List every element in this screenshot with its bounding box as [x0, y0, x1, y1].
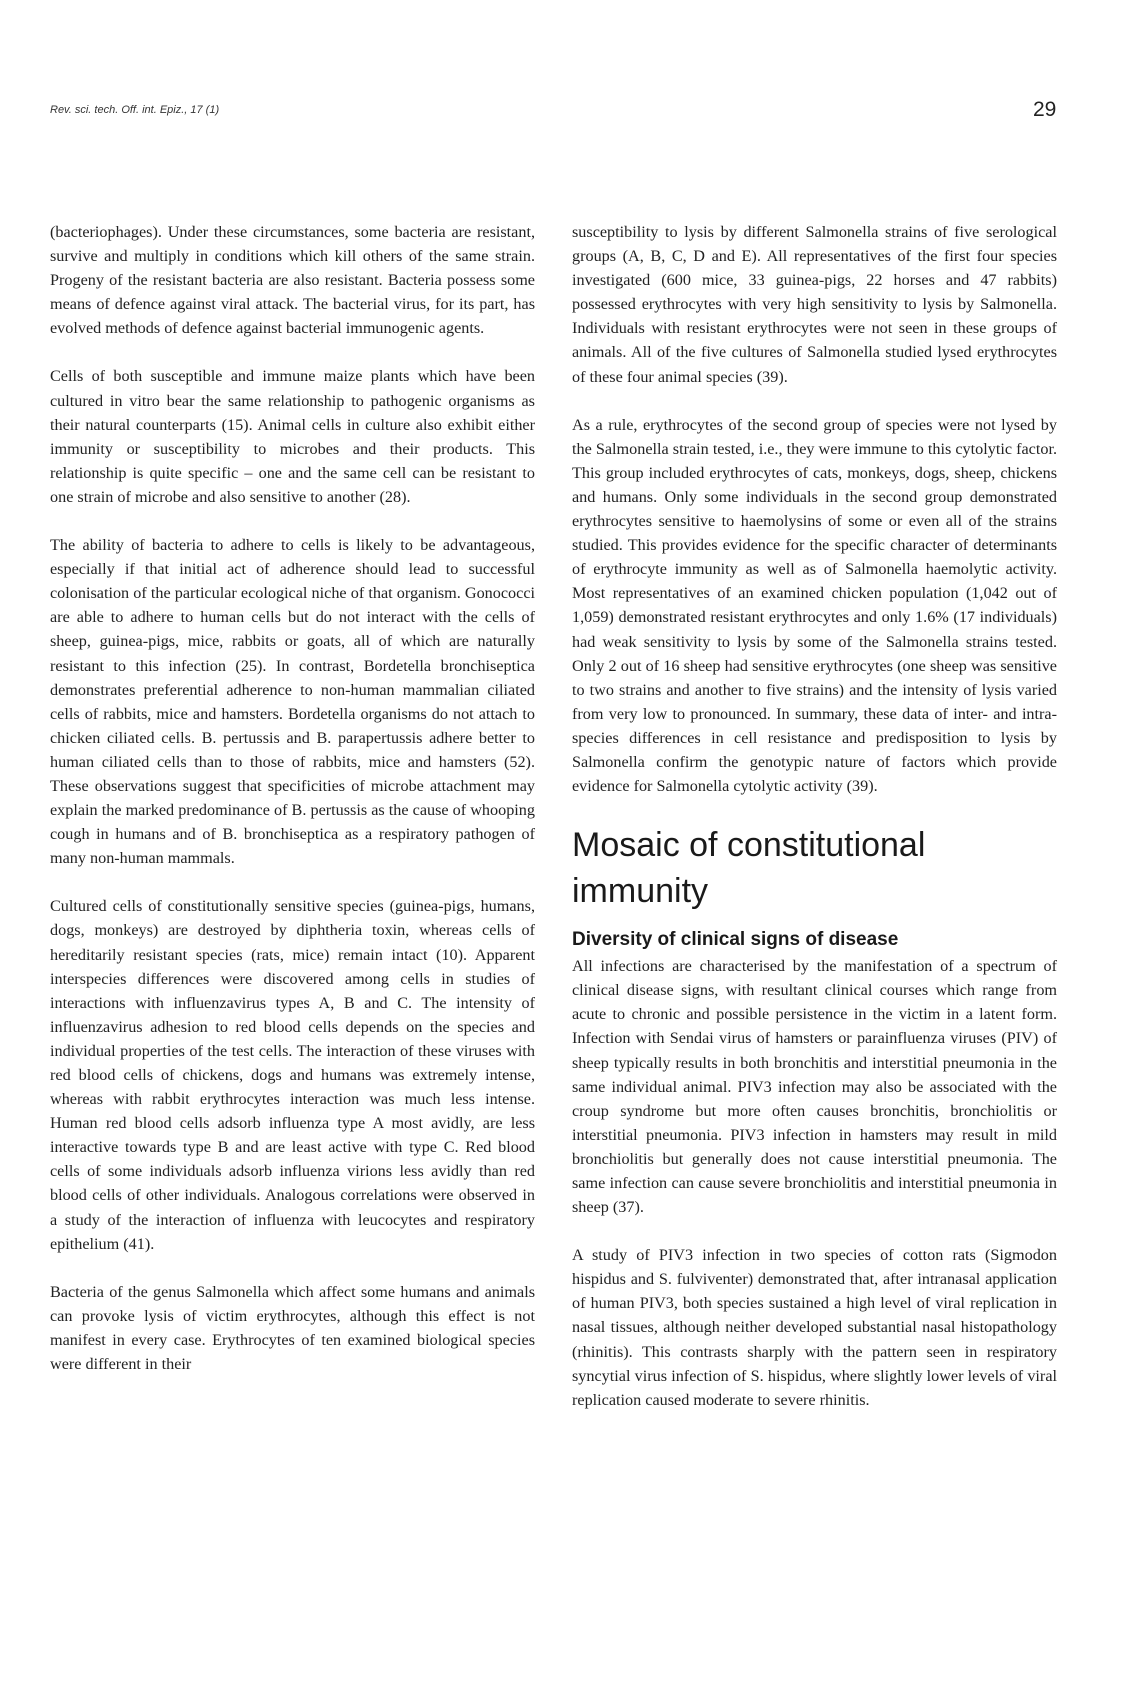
paragraph: Bacteria of the genus Salmonella which affect some humans and animals can provoke lysis of victim erythrocytes, although this effect is not manifest in every case. Erythrocytes of ten examined biological species were different in their	[50, 1282, 535, 1374]
paragraph: (bacteriophages). Under these circumstances, some bacteria are resistant, survive and multiply in conditions which kill others of the same strain. Progeny of the resistant bacteria are also resistant. Bacteria possess some means of defence against viral attack. The bacterial virus, for its part, has evolved methods of defence against bacterial immunogenic agents.	[50, 223, 535, 338]
right-column	[572, 220, 1057, 1436]
running-head: Rev. sci. tech. Off. int. Epiz., 17 (1)	[50, 104, 220, 116]
page-number: 29	[1033, 98, 1057, 121]
paragraph: A study of PIV3 infection in two species of cotton rats (Sigmodon hispidus and S. fulviventer) demonstrated that, after intranasal application of human PIV3, both species sustained a high level of viral replication in nasal tissues, although neither developed substantial nasal histopathology (rhinitis). This contrasts sharply with the pattern seen in respiratory syncytial virus infection of S. hispidus, where slightly lower levels of viral replication caused moderate to severe rhinitis.	[572, 1246, 1057, 1409]
paragraph: The ability of bacteria to adhere to cells is likely to be advantageous, especially if that initial act of adherence should lead to successful colonisation of the particular ecological niche of that organism. Gonococci are able to adhere to human cells but do not interact with the cells of sheep, guinea-pigs, mice, rabbits or goats, all of which are naturally resistant to this infection (25). In contrast, Bordetella bronchiseptica demonstrates preferential adherence to non-human mammalian ciliated cells of rabbits, mice and hamsters. Bordetella organisms do not attach to chicken ciliated cells. B. pertussis and B. parapertussis adhere better to human ciliated cells than to those of rabbits, mice and hamsters (52). These observations suggest that specificities of microbe attachment may explain the marked predominance of B. pertussis as the cause of whooping cough in humans and of B. bronchiseptica as a respiratory pathogen of many non-human mammals.	[50, 536, 535, 868]
left-column	[50, 220, 535, 1400]
paragraph: Cultured cells of constitutionally sensitive species (guinea-pigs, humans, dogs, monkeys) are destroyed by diphtheria toxin, whereas cells of hereditarily resistant species (rats, mice) remain intact (10). Apparent interspecies differences were discovered among cells in studies of interactions with influenzavirus types A, B and C. The intensity of influenzavirus adhesion to red blood cells depends on the species and individual properties of the test cells. The interaction of these viruses with red blood cells of chickens, dogs and humans was extremely intense, whereas with rabbit erythrocytes interaction was much less intense. Human red blood cells adsorb influenza type A most avidly, are less interactive towards type B and are least active with type C. Red blood cells of some individuals adsorb influenza virions less avidly than red blood cells of other individuals. Analogous correlations were observed in a study of the interaction of influenza with leucocytes and respiratory epithelium (41).	[50, 897, 535, 1253]
sub-heading: Diversity of clinical signs of disease	[572, 929, 899, 951]
paragraph: As a rule, erythrocytes of the second group of species were not lysed by the Salmonella strain tested, i.e., they were immune to this cytolytic factor. This group included erythrocytes of cats, monkeys, dogs, sheep, chickens and humans. Only some individuals in the second group demonstrated erythrocytes sensitive to haemolysins of some or even all of the strains studied. This provides evidence for the specific character of determinants of erythrocyte immunity as well as of Salmonella haemolytic activity. Most representatives of an examined chicken population (1,042 out of 1,059) demonstrated resistant erythrocytes and only 1.6% (17 individuals) had weak sensitivity to lysis by some of the Salmonella strains tested. Only 2 out of 16 sheep had sensitive erythrocytes (one sheep was sensitive to two strains and another to five strains) and the intensity of lysis varied from very low to pronounced. In summary, these data of inter- and intra-species differences in cell resistance and predisposition to lysis by Salmonella confirm the genotypic nature of factors which provide evidence for Salmonella cytolytic activity (39).	[572, 415, 1057, 796]
section-heading: Mosaic of constitutional immunity	[572, 826, 926, 911]
paragraph: susceptibility to lysis by different Salmonella strains of five serological groups (A, B, C, D and E). All representatives of the first four species investigated (600 mice, 33 guinea-pigs, 22 horses and 47 rabbits) possessed erythrocytes with very high sensitivity to lysis by Salmonella. Individuals with resistant erythrocytes were not seen in these groups of animals. All of the five cultures of Salmonella studied lysed erythrocytes of these four animal species (39).	[572, 223, 1057, 386]
paragraph: Cells of both susceptible and immune maize plants which have been cultured in vitro bear the same relationship to pathogenic organisms as their natural counterparts (15). Animal cells in culture also exhibit either immunity or susceptibility to microbes and their products. This relationship is quite specific – one and the same cell can be resistant to one strain of microbe and also sensitive to another (28).	[50, 367, 535, 506]
paragraph: All infections are characterised by the manifestation of a spectrum of clinical disease signs, with resultant clinical courses which range from acute to chronic and possible persistence in the victim in a latent form. Infection with Sendai virus of hamsters or parainfluenza viruses (PIV) of sheep typically results in both bronchitis and interstitial pneumonia in the same individual animal. PIV3 infection may also be associated with the croup syndrome but more often causes bronchitis, bronchiolitis or interstitial pneumonia. PIV3 infection in hamsters may result in mild bronchiolitis but generally does not cause interstitial pneumonia. The same infection can cause severe bronchiolitis and interstitial pneumonia in sheep (37).	[572, 957, 1057, 1217]
